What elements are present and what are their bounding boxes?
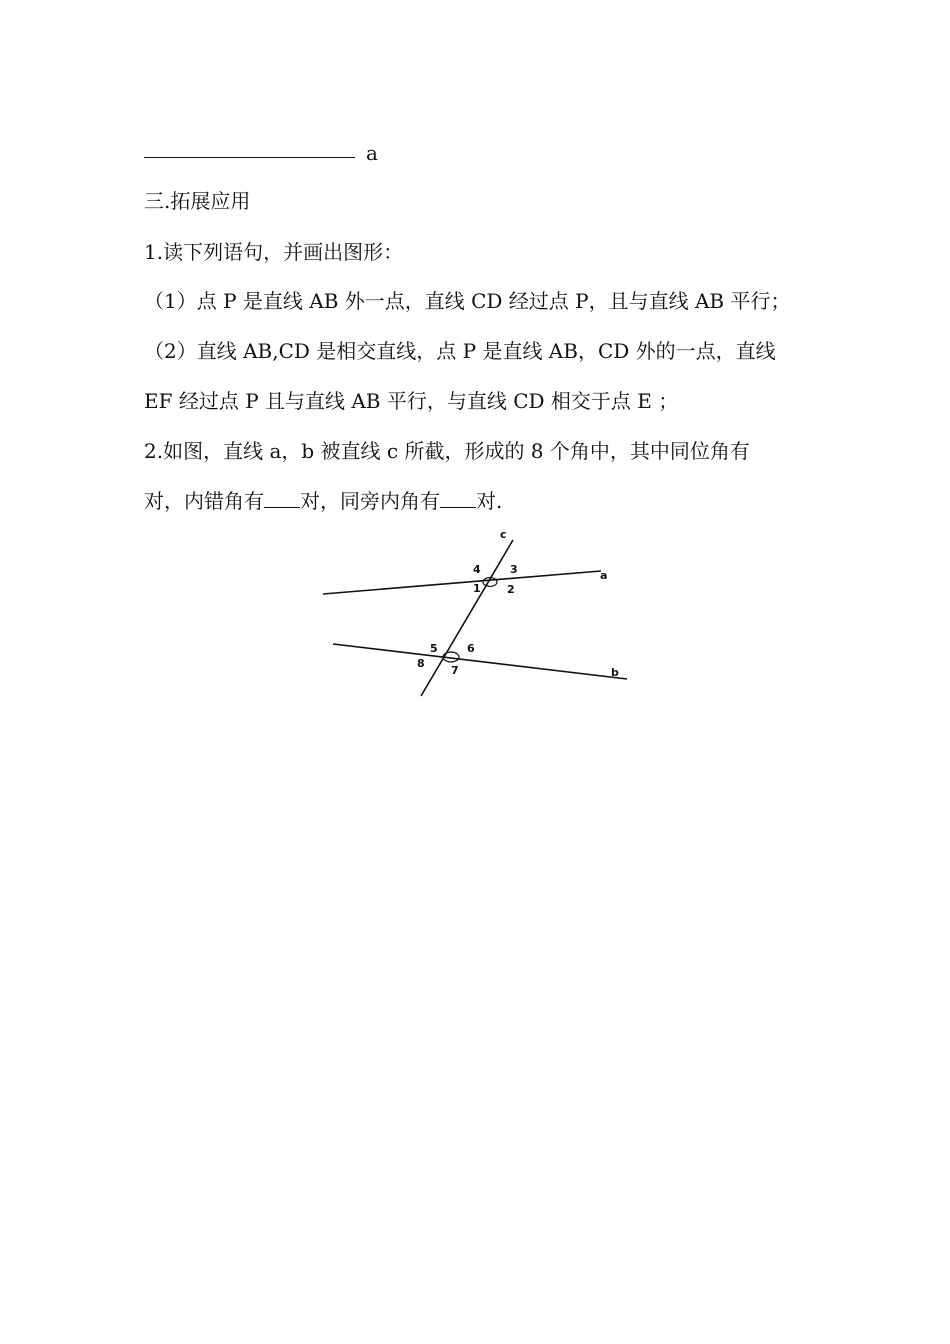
angle-label-5: 5: [430, 642, 438, 655]
line-label-c: c: [500, 528, 507, 541]
question-1-item-2-line-2: EF 经过点 P 且与直线 AB 平行，与直线 CD 相交于点 E ；: [144, 389, 679, 413]
question-2-text-b: 对，同旁内角有: [300, 489, 440, 513]
angle-label-7: 7: [451, 664, 459, 677]
section-title: 三.拓展应用: [144, 189, 251, 213]
question-2-text-a: 对，内错角有: [144, 489, 264, 513]
angle-label-3: 3: [510, 563, 518, 576]
question-1-item-1: （1）点 P 是直线 AB 外一点，直线 CD 经过点 P，且与直线 AB 平行；: [144, 289, 791, 313]
answer-line-label: a: [366, 141, 378, 165]
angle-label-4: 4: [473, 563, 481, 576]
angle-label-8: 8: [417, 657, 425, 670]
line-b: [333, 644, 627, 679]
answer-blank-line: [144, 157, 355, 158]
question-2-line-1: 2.如图，直线 a，b 被直线 c 所截，形成的 8 个角中，其中同位角有: [144, 439, 750, 463]
line-label-b: b: [611, 666, 619, 679]
question-2-text-c: 对.: [476, 489, 503, 513]
line-label-a: a: [600, 569, 608, 582]
line-a: [323, 571, 601, 594]
transversal-figure: [320, 527, 632, 699]
angle-label-1: 1: [473, 582, 481, 595]
line-c: [421, 540, 513, 696]
question-2-line-2: [144, 489, 502, 513]
angle-label-2: 2: [507, 583, 515, 596]
question-1-intro: 1.读下列语句，并画出图形：: [144, 240, 404, 264]
angle-label-6: 6: [467, 642, 475, 655]
answer-blank-alternate: [264, 489, 300, 508]
question-1-item-2-line-1: （2）直线 AB,CD 是相交直线，点 P 是直线 AB，CD 外的一点，直线: [144, 339, 776, 363]
answer-blank-co-interior: [440, 489, 476, 508]
